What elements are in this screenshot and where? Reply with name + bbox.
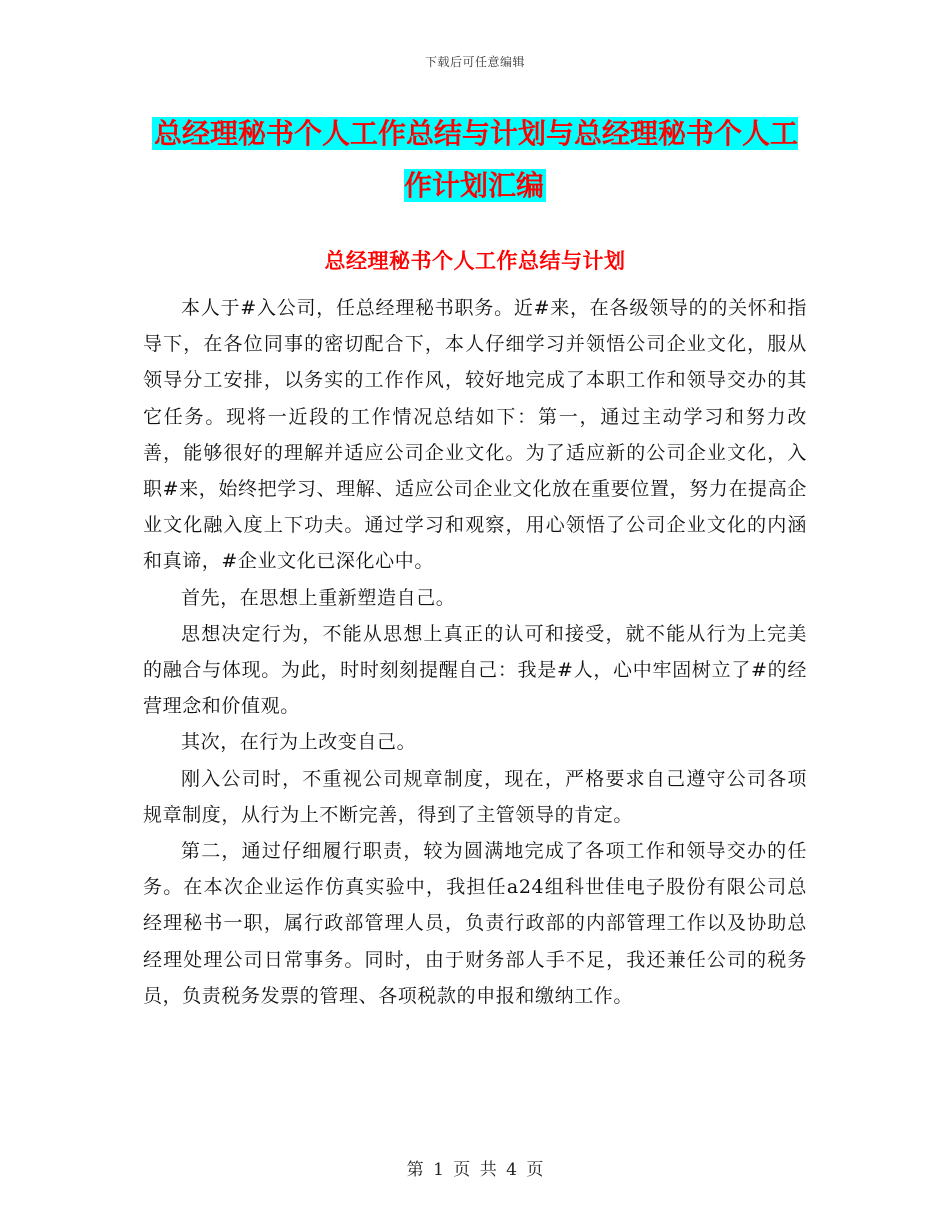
document-title-text: 总经理秘书个人工作总结与计划与总经理秘书个人工作计划汇编 [153,117,798,202]
paragraph: 第二，通过仔细履行职责，较为圆满地完成了各项工作和领导交办的任务。在本次企业运作仿真实验中，我担任a24组科世佳电子股份有限公司总经理秘书一职，属行政部管理人员，负责行政部的内部管理工作以及协助总经理处理公司日常事务。同时，由于财务部人手不足，我还兼任公司的税务员，负责税务发票的管理、各项税款的申报和缴纳工作。 [143,840,807,1007]
paragraph: 其次，在行为上改变自己。 [181,731,417,754]
page-number-footer: 第 1 页 共 4 页 [406,1160,544,1180]
header-note: 下载后可任意编辑 [424,55,525,69]
paragraph: 本人于#入公司，任总经理秘书职务。近#来，在各级领导的的关怀和指导下，在各位同事的密切配合下，本人仔细学习并领悟公司企业文化，服从领导分工安排，以务实的工作作风，较好地完成了本职工作和领导交办的其它任务。现将一近段的工作情况总结如下：第一，通过主动学习和努力改善，能够很好的理解并适应公司企业文化。为了适应新的公司企业文化，入职#来，始终把学习、理解、适应公司企业文化放在重要位置，努力在提高企业文化融入度上下功夫。通过学习和观察，用心领悟了公司企业文化的内涵和真谛，#企业文化已深化心中。 [143,297,807,573]
paragraph: 首先，在思想上重新塑造自己。 [181,586,456,609]
paragraph: 刚入公司时，不重视公司规章制度，现在，严格要求自己遵守公司各项规章制度，从行为上不断完善，得到了主管领导的肯定。 [143,767,807,826]
document-body [143,290,807,1014]
document-title [145,108,805,212]
paragraph: 思想决定行为，不能从思想上真正的认可和接受，就不能从行为上完美的融合与体现。为此，时时刻刻提醒自己：我是#人，心中牢固树立了#的经营理念和价值观。 [143,622,807,718]
section-title: 总经理秘书个人工作总结与计划 [324,248,626,273]
